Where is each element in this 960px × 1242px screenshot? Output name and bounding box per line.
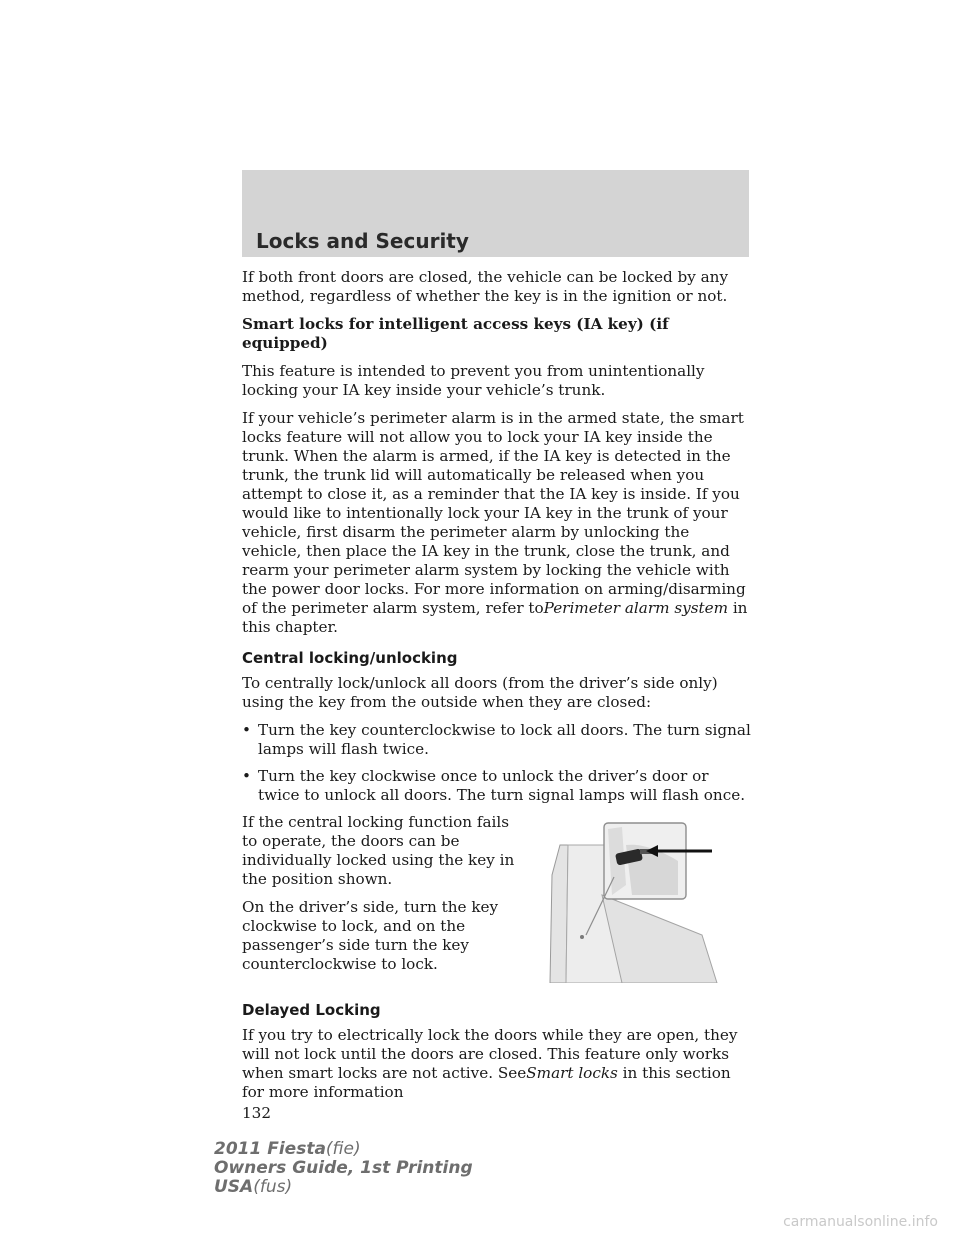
central-locking-heading: Central locking/unlocking — [242, 649, 458, 667]
bullet-text: Turn the key clockwise once to unlock the driver’s door or twice to unlock all doors. The turn signal lamps will flash once. — [258, 767, 746, 804]
page-content — [242, 268, 752, 1123]
bullet-dot: • — [242, 721, 251, 739]
footer-line-model — [214, 1140, 473, 1159]
smart-locks-p2-end: in this chapter. — [242, 599, 748, 636]
bullet-dot: • — [242, 767, 251, 785]
page-number: 132 — [242, 1104, 271, 1122]
document-footer — [214, 1140, 473, 1197]
delayed-locking-heading: Delayed Locking — [242, 1001, 381, 1019]
central-locking-paragraph-3: On the driver’s side, turn the key clockwise to lock, and on the passenger’s side turn the key counterclockwise to lock. — [242, 898, 499, 973]
intro-paragraph: If both front doors are closed, the vehicle can be locked by any method, regardless of whether the key is in the ignition or not. — [242, 268, 729, 305]
smart-locks-paragraph-2 — [242, 409, 752, 637]
delayed-locking-end: in this section for more information — [242, 1064, 731, 1101]
chapter-title: Locks and Security — [256, 229, 469, 253]
footer-model-code: (fie) — [325, 1139, 361, 1159]
delayed-locking-text: If you try to electrically lock the doors while they are open, they will not lock until the doors are closed. This feature only works when smart locks are not active. See — [242, 1026, 738, 1082]
delayed-locking-paragraph — [242, 1026, 752, 1102]
chapter-header-bar — [242, 170, 749, 257]
door-lock-key-illustration — [542, 815, 752, 983]
footer-line-guide: Owners Guide, 1st Printing — [214, 1158, 473, 1178]
central-locking-paragraph-2: If the central locking function fails to operate, the doors can be individually locked using the key in the position shown. — [242, 813, 515, 888]
footer-market: USA — [214, 1177, 254, 1197]
smart-locks-paragraph-1: This feature is intended to prevent you from unintentionally locking your IA key inside your vehicle’s trunk. — [242, 362, 705, 399]
smart-locks-reference: Smart locks — [526, 1064, 618, 1082]
bullet-item-unlock — [242, 767, 752, 805]
footer-market-code: (fus) — [253, 1177, 293, 1197]
bullet-text: Turn the key counterclockwise to lock all doors. The turn signal lamps will flash twice. — [258, 721, 751, 758]
footer-line-market — [214, 1178, 473, 1197]
central-locking-paragraph-1: To centrally lock/unlock all doors (from the driver’s side only) using the key from the outside when they are closed: — [242, 674, 718, 711]
smart-locks-p2-text: If your vehicle’s perimeter alarm is in the armed state, the smart locks feature will not allow you to lock your IA key inside the trunk. When the alarm is armed, if the IA key is detected in the trunk, the trunk lid will automatically be released when you attempt to close it, as a reminder that the IA key is inside. If you would like to intentionally lock your IA key in the trunk of your vehicle, first disarm the perimeter alarm by unlocking the vehicle, then place the IA key in the trunk, close the trunk, and rearm your perimeter alarm system by locking the vehicle with the power door locks. For more information on arming/disarming of the perimeter alarm system, refer to — [242, 409, 746, 617]
watermark: carmanualsonline.info — [783, 1214, 938, 1230]
smart-locks-heading: Smart locks for intelligent access keys (IA key) (if equipped) — [242, 315, 669, 352]
footer-model: 2011 Fiesta — [214, 1139, 326, 1159]
perimeter-alarm-reference: Perimeter alarm system — [543, 599, 728, 617]
bullet-item-lock — [242, 721, 752, 759]
